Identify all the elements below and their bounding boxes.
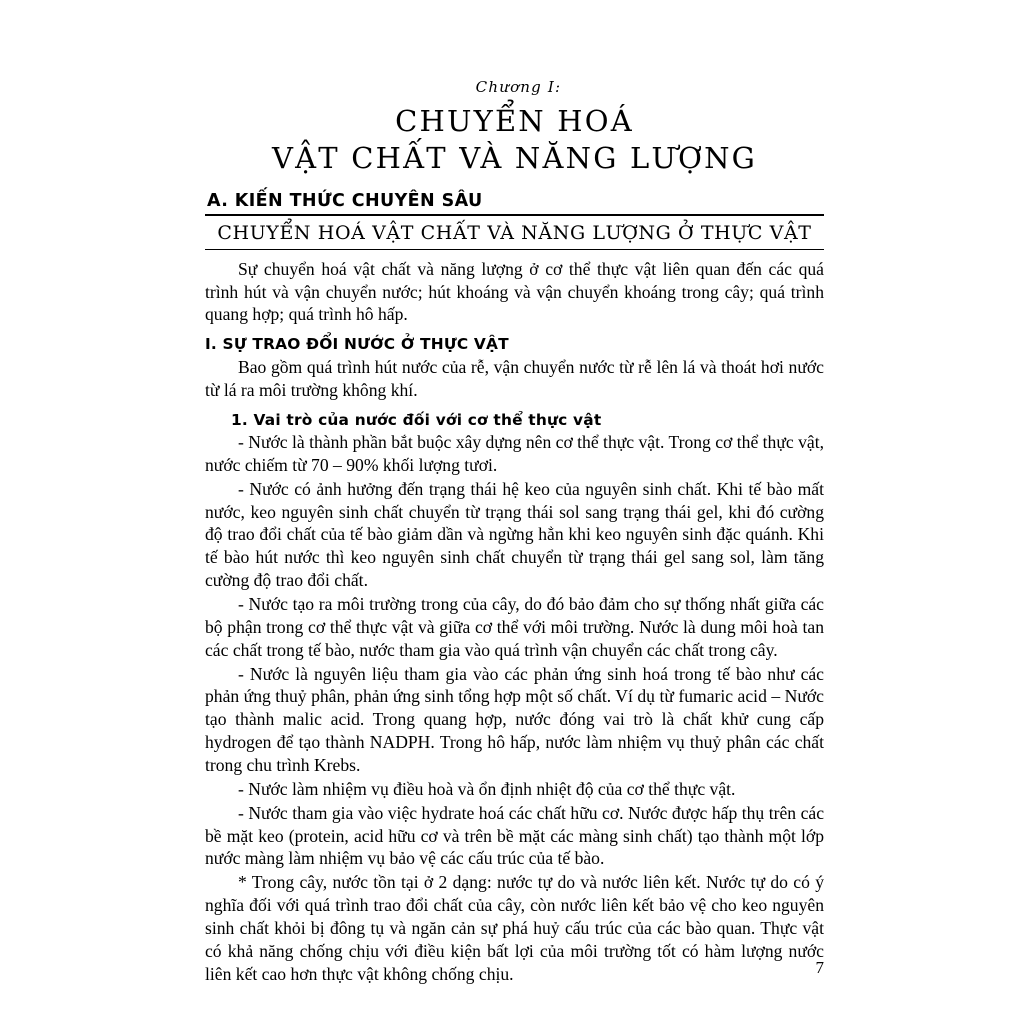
divider-banner xyxy=(205,249,824,250)
paragraph-8: * Trong cây, nước tồn tại ở 2 dạng: nước tự do và nước liên kết. Nước tự do có ý nghĩa đối với quá trình trao đổi chất của cây, còn nước liên kết bảo vệ cho keo nguyên sinh chất khỏi bị đông tụ và ngăn cản sự phá huỷ cấu trúc của các bào quan. Thực vật có khả năng chống chịu với điều kiện bất lợi của môi trường tốt có hàm lượng nước liên kết cao hơn thực vật không chống chịu. xyxy=(205,872,824,984)
heading-section-i: I. SỰ TRAO ĐỔI NƯỚC Ở THỰC VẬT xyxy=(205,335,509,354)
page-number: 7 xyxy=(815,958,824,977)
paragraph-6: - Nước làm nhiệm vụ điều hoà và ổn định nhiệt độ của cơ thể thực vật. xyxy=(238,778,736,799)
paragraph-7: - Nước tham gia vào việc hydrate hoá các chất hữu cơ. Nước được hấp thụ trên các bề mặt keo (protein, acid hữu cơ và trên bề mặt các màng sinh chất) tạo thành một lớp nước màng làm nhiệm vụ bảo vệ các cấu trúc của tế bào. xyxy=(205,802,824,869)
paragraph-5: - Nước là nguyên liệu tham gia vào các phản ứng sinh hoá trong tế bào như các phản ứng thuỷ phân, phản ứng sinh tổng hợp một số chất. Ví dụ từ fumaric acid – Nước tạo thành malic acid. Trong quang hợp, nước đóng vai trò là chất khử cung cấp hydrogen để tạo thành NADPH. Trong hô hấp, nước làm nhiệm vụ thuỷ phân các chất trong chu trình Krebs. xyxy=(205,663,824,776)
page-title xyxy=(205,104,824,177)
heading-subsection-1: 1. Vai trò của nước đối với cơ thể thực vật xyxy=(231,410,602,429)
divider-top xyxy=(205,214,824,216)
intro-paragraph: Sự chuyển hoá vật chất và năng lượng ở cơ thể thực vật liên quan đến các quá trình hút và vận chuyển nước; hút khoáng và vận chuyển khoáng trong cây; quá trình quang hợp; quá trình hô hấp. xyxy=(205,258,824,325)
section-banner: CHUYỂN HOÁ VẬT CHẤT VÀ NĂNG LƯỢNG Ở THỰC VẬT xyxy=(217,221,812,244)
paragraph-4: - Nước tạo ra môi trường trong của cây, do đó bảo đảm cho sự thống nhất giữa các bộ phận trong cơ thể thực vật và giữa cơ thể với môi trường. Nước là dung môi hoà tan các chất trong tế bào, nước tham gia vào quá trình vận chuyển các chất trong cây. xyxy=(205,594,824,660)
page-title-line-2: VẬT CHẤT VÀ NĂNG LƯỢNG xyxy=(271,141,758,176)
chapter-label: Chương I: xyxy=(475,78,562,96)
section-heading-a: A. KIẾN THỨC CHUYÊN SÂU xyxy=(207,190,483,211)
paragraph-2: - Nước là thành phần bắt buộc xây dựng nên cơ thể thực vật. Trong cơ thể thực vật, nước chiếm từ 70 – 90% khối lượng tươi. xyxy=(205,432,824,475)
paragraph-3: - Nước có ảnh hưởng đến trạng thái hệ keo của nguyên sinh chất. Khi tế bào mất nước, keo nguyên sinh chất chuyển từ trạng thái sol sang trạng thái gel, khi đó cường độ trao đổi chất của tế bào giảm dần và ngừng hẳn khi keo nguyên sinh đặc quánh. Khi tế bào hút nước thì keo nguyên sinh chất chuyển từ trạng thái gel sang sol, làm tăng cường độ trao đổi chất. xyxy=(205,478,824,591)
paragraph-1: Bao gồm quá trình hút nước của rễ, vận chuyển nước từ rễ lên lá và thoát hơi nước từ lá ra môi trường không khí. xyxy=(205,356,824,400)
page-title-line-1: CHUYỂN HOÁ xyxy=(395,104,634,138)
